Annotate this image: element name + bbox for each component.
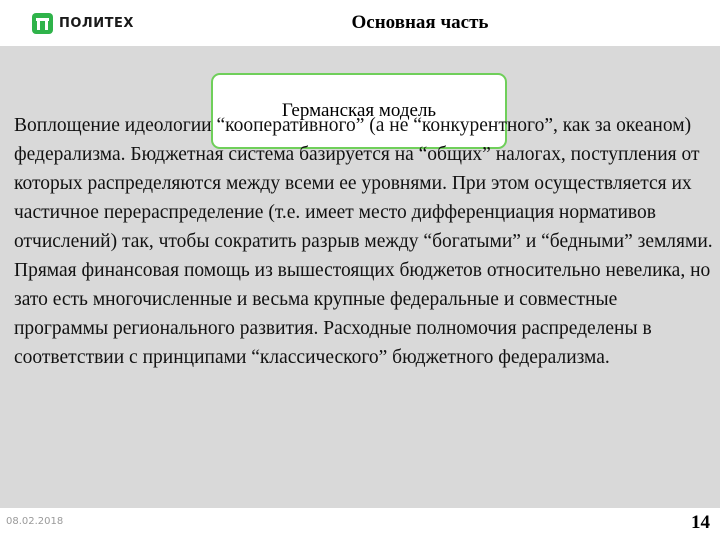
section-title: Основная часть — [351, 12, 489, 33]
logo-text: ПОЛИТЕХ — [59, 15, 134, 31]
model-title: Германская модель — [281, 100, 437, 121]
politech-logo-icon — [32, 13, 53, 34]
slide-header — [0, 0, 720, 46]
logo — [32, 12, 134, 34]
page-number: 14 — [691, 512, 710, 533]
slide-date: 08.02.2018 — [6, 516, 64, 527]
slide-footer — [0, 508, 720, 540]
body-paragraph: Воплощение идеологии “кооперативного” (а не “конкурентного”, как за океаном) федерализма. Бюджетная система базируется на “общих” налогах, поступления от которых распределяются между всеми ее уровнями. При этом осуществляется их частичное перераспределение (т.е. имеет место дифференциация нормативов отчислений) так, чтобы сократить разрыв между “богатыми” и “бедными” землями. Прямая финансовая помощь из вышестоящих бюджетов относительно невелика, но зато есть многочисленные и весьма крупные федеральные и совместные программы регионального развития. Расходные полномочия распределены в соответствии с принципами “классического” бюджетного федерализма. — [14, 115, 713, 368]
